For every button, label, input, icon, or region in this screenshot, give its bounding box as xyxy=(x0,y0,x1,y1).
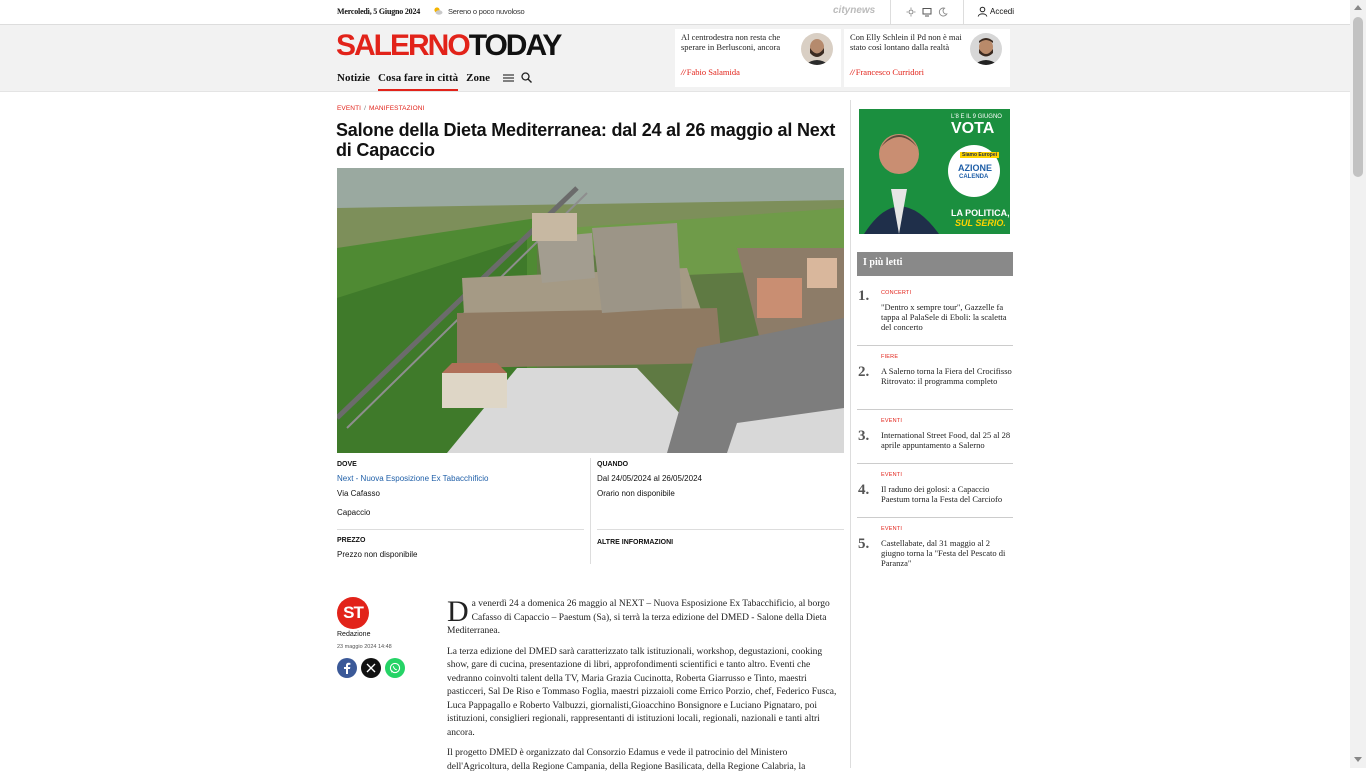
column-divider xyxy=(850,100,851,768)
weather-text: Sereno o poco nuvoloso xyxy=(448,7,525,16)
opinion-title[interactable]: Con Elly Schlein il Pd non è mai stato così lontano dalla realtà xyxy=(850,32,962,52)
user-icon[interactable] xyxy=(977,6,988,17)
top-bar xyxy=(0,0,1350,25)
author-name[interactable]: Redazione xyxy=(337,631,371,638)
whatsapp-share-button[interactable] xyxy=(385,658,405,678)
login-link[interactable]: Accedi xyxy=(990,7,1015,16)
prezzo-label: PREZZO xyxy=(337,537,366,544)
site-logo[interactable]: SALERNOTODAY xyxy=(336,29,561,62)
category-label: FIERE xyxy=(881,354,899,360)
opinion-title[interactable]: Al centrodestra non resta che sperare in Berlusconi, ancora xyxy=(681,32,781,52)
divider xyxy=(857,463,1013,464)
current-date: Mercoledì, 5 Giugno 2024 xyxy=(337,7,421,16)
paragraph: Il progetto DMED è organizzato dal Consorzio Edamus e vede il patrocinio del Ministero dell'Agricoltura, della Regione Campania, della Regione Basilicata, della Regione Calabria, la xyxy=(447,748,806,772)
rank-number: 1. xyxy=(858,288,870,304)
nav-item-notizie[interactable]: Notizie xyxy=(337,72,370,84)
breadcrumb-item[interactable]: MANIFESTAZIONI xyxy=(368,105,425,112)
venue-street: Via Cafasso xyxy=(337,489,380,498)
main-nav xyxy=(337,72,490,91)
x-share-button[interactable] xyxy=(361,658,381,678)
nav-item-zone[interactable]: Zone xyxy=(466,72,490,84)
hero-image xyxy=(337,168,844,453)
divider xyxy=(857,409,1013,410)
rank-number: 3. xyxy=(858,428,870,444)
facebook-share-button[interactable] xyxy=(337,658,357,678)
article-link[interactable]: International Street Food, dal 25 al 28 aprile appuntamento a Salerno xyxy=(881,430,1011,450)
rank-number: 4. xyxy=(858,482,870,498)
article-link[interactable]: Castellabate, dal 31 maggio al 2 giugno torna la "Festa del Pescato di Paranza" xyxy=(881,538,1006,568)
dove-label: DOVE xyxy=(337,461,357,468)
desktop-mode-icon[interactable] xyxy=(922,7,932,17)
category-label: CONCERTI xyxy=(881,290,912,296)
most-read-title: I più letti xyxy=(857,252,1013,276)
divider xyxy=(590,458,591,564)
article-body xyxy=(447,595,844,781)
divider xyxy=(890,0,891,25)
rank-number: 5. xyxy=(858,536,870,552)
venue-city: Capaccio xyxy=(337,508,371,517)
site-header xyxy=(0,25,1350,92)
rank-number: 2. xyxy=(858,364,870,380)
scrollbar-thumb[interactable] xyxy=(1353,17,1363,177)
light-mode-icon[interactable] xyxy=(906,7,916,17)
altre-info-label[interactable]: ALTRE INFORMAZIONI xyxy=(597,539,674,546)
opinion-author: // Fabio Salamida xyxy=(681,67,740,77)
quando-label: QUANDO xyxy=(597,461,629,468)
venue-link[interactable]: Next - Nuova Esposizione Ex Tabacchificio xyxy=(337,474,489,483)
search-icon[interactable] xyxy=(521,72,532,83)
page-scrollbar[interactable] xyxy=(1350,0,1366,768)
scroll-down-icon[interactable] xyxy=(1354,757,1362,762)
partly-cloudy-icon xyxy=(433,6,443,16)
divider xyxy=(857,517,1013,518)
facebook-icon xyxy=(342,662,352,674)
breadcrumb-item[interactable]: EVENTI xyxy=(337,105,362,112)
whatsapp-icon xyxy=(389,662,401,674)
opinion-card[interactable] xyxy=(675,29,841,87)
opinion-author: // Francesco Curridori xyxy=(850,67,924,77)
hamburger-menu-icon[interactable] xyxy=(503,73,514,83)
paragraph: La terza edizione del DMED sarà caratterizzato talk istituzionali, workshop, degustazioni, cooking show, gare di cucina, presentazione di libri, approfondimenti scientifici e tanto altro. Eventi che vedranno coinvolti talent della TV, Maria Grazia Cucinotta, Roberta Giarrusso e Tinto, maestri pasticceri, Sal De Riso e Tommaso Foglia, maestri pizzaioli come Errico Porzio, chef, Federico Fusca, Luca Pappagallo e Roberto Valbuzzi, giornalisti,Gioacchino Bonsignore e Luciano Pignataro, poi istituzioni, consiglieri regionali, rappresentanti di istituzioni locali, regionali, nazionali e tanti altri ancora. xyxy=(447,646,837,738)
drop-cap: D xyxy=(447,595,469,628)
article-link[interactable]: "Dentro x sempre tour", Gazzelle fa tappa al PalaSele di Eboli: la scaletta del concerto xyxy=(881,302,1007,332)
article-link[interactable]: A Salerno torna la Fiera del Crocifisso Ritrovato: il programma completo xyxy=(881,366,1012,386)
divider xyxy=(963,0,964,25)
article-title: Salone della Dieta Mediterranea: dal 24 al 26 maggio al Next di Capaccio xyxy=(336,120,836,160)
x-icon xyxy=(366,663,376,673)
category-label: EVENTI xyxy=(881,472,903,478)
nav-item-cosa-fare[interactable]: Cosa fare in città xyxy=(378,72,458,91)
category-label: EVENTI xyxy=(881,418,903,424)
breadcrumb: EVENTI / MANIFESTAZIONI xyxy=(337,105,425,112)
event-dates: Dal 24/05/2024 al 26/05/2024 xyxy=(597,474,702,483)
avatar xyxy=(970,33,1002,65)
divider xyxy=(857,345,1013,346)
avatar xyxy=(801,33,833,65)
scroll-up-icon[interactable] xyxy=(1354,5,1362,10)
event-time: Orario non disponibile xyxy=(597,489,675,498)
citynews-logo[interactable]: citynews xyxy=(833,5,876,16)
paragraph: Da venerdì 24 a domenica 26 maggio al NEXT – Nuova Esposizione Ex Tabacchificio, al borgo Cafasso di Capaccio – Paestum (Sa), si terrà la terza edizione del DMED - Salone della Dieta Mediterranea. xyxy=(447,595,830,636)
article-link[interactable]: Il raduno dei golosi: a Capaccio Paestum torna la Festa del Carciofo xyxy=(881,484,1003,504)
divider xyxy=(597,529,844,530)
price-value: Prezzo non disponibile xyxy=(337,550,418,559)
category-label: EVENTI xyxy=(881,526,903,532)
divider xyxy=(337,529,584,530)
opinion-card[interactable] xyxy=(844,29,1010,87)
advertisement-banner[interactable]: L'8 E IL 9 GIUGNO VOTA Siamo Europei AZIONE CALENDA LA POLITICA, SUL SERIO. xyxy=(859,109,1010,234)
dark-mode-icon[interactable] xyxy=(938,7,948,17)
author-avatar[interactable]: ST xyxy=(337,597,369,629)
publish-date: 23 maggio 2024 14:48 xyxy=(337,644,392,650)
